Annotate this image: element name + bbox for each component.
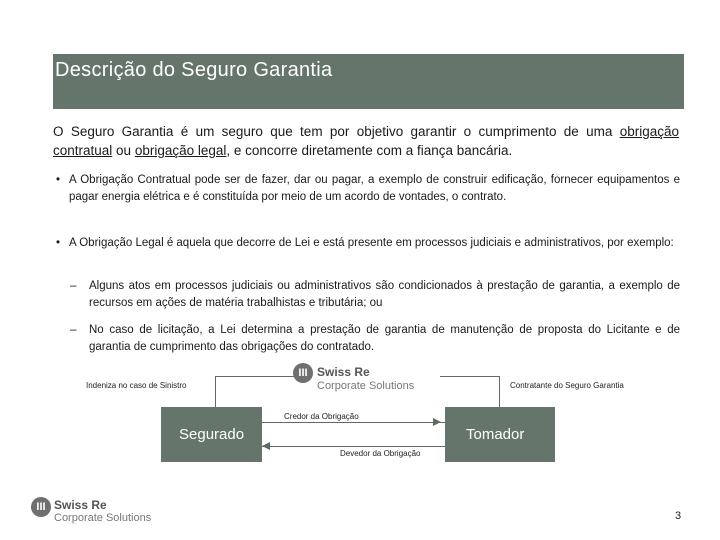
- connector-top: [262, 422, 445, 423]
- slide-header: [53, 54, 684, 109]
- intro-text-3: , e concorre diretamente com a fiança bancária.: [226, 143, 513, 158]
- box-tomador-label: Tomador: [466, 426, 525, 443]
- connector-left: [215, 376, 294, 409]
- swiss-re-logo-center: [291, 363, 441, 393]
- dash-mark: –: [70, 280, 77, 292]
- box-segurado-label: Segurado: [179, 426, 245, 443]
- page-number: 3: [675, 510, 682, 522]
- subitem-text: Alguns atos em processos judiciais ou administrativos são condicionados à prestação de garantia, a exemplo de recursos em ações de matéria trabalhistas e tributária; ou: [89, 280, 680, 309]
- box-tomador: [445, 407, 555, 462]
- intro-text-2: ou: [112, 143, 135, 158]
- footer-logo-brand: Swiss Re: [54, 498, 107, 512]
- subitem-processos: [70, 278, 680, 312]
- bullet-obrigacao-legal: [56, 235, 680, 252]
- footer-logo-sub: Corporate Solutions: [54, 512, 152, 524]
- label-credor: Credor da Obrigação: [284, 412, 359, 421]
- arrow-left-icon: [262, 442, 270, 450]
- intro-text-1: O Seguro Garantia é um seguro que tem por objetivo garantir o cumprimento de uma: [53, 124, 620, 139]
- logo-sub: Corporate Solutions: [317, 380, 415, 392]
- swiss-re-logo-footer: [31, 496, 171, 526]
- box-segurado: [161, 407, 262, 462]
- arrow-right-icon: [433, 418, 441, 426]
- connector-bottom: [262, 446, 445, 447]
- label-indeniza: Indeniza no caso de Sinistro: [86, 381, 187, 390]
- label-contratante: Contratante do Seguro Garantia: [510, 381, 624, 390]
- bullet-text: A Obrigação Contratual pode ser de fazer, dar ou pagar, a exemplo de construir edificação, fornecer equipamentos e pagar energia elétrica e é constituída por meio de um acordo de vontades, o contrato.: [69, 174, 680, 203]
- label-devedor: Devedor da Obrigação: [340, 449, 421, 458]
- bullet-obrigacao-contratual: [56, 172, 680, 206]
- connector-right: [440, 376, 500, 409]
- logo-brand: Swiss Re: [317, 365, 370, 379]
- swiss-re-footer-icon: III: [31, 497, 51, 517]
- link-obrigacao-legal: obrigação legal: [134, 143, 227, 158]
- subitem-text: No caso de licitação, a Lei determina a prestação de garantia de manutenção de proposta do Licitante e de garantia de cumprimento das obrigações do contratado.: [89, 324, 680, 353]
- intro-paragraph: [53, 122, 679, 160]
- slide-title: Descrição do Seguro Garantia: [55, 59, 333, 81]
- subitem-licitacao: [70, 322, 680, 356]
- dash-mark: –: [70, 324, 77, 336]
- swiss-re-logo-icon: III: [293, 363, 313, 383]
- bullet-mark: •: [56, 174, 61, 186]
- bullet-text: A Obrigação Legal é aquela que decorre de Lei e está presente em processos judiciais e administrativos, por exemplo:: [69, 237, 674, 249]
- link-obrigacao-contratual: obrigação contratual: [53, 124, 679, 158]
- bullet-mark: •: [56, 237, 61, 249]
